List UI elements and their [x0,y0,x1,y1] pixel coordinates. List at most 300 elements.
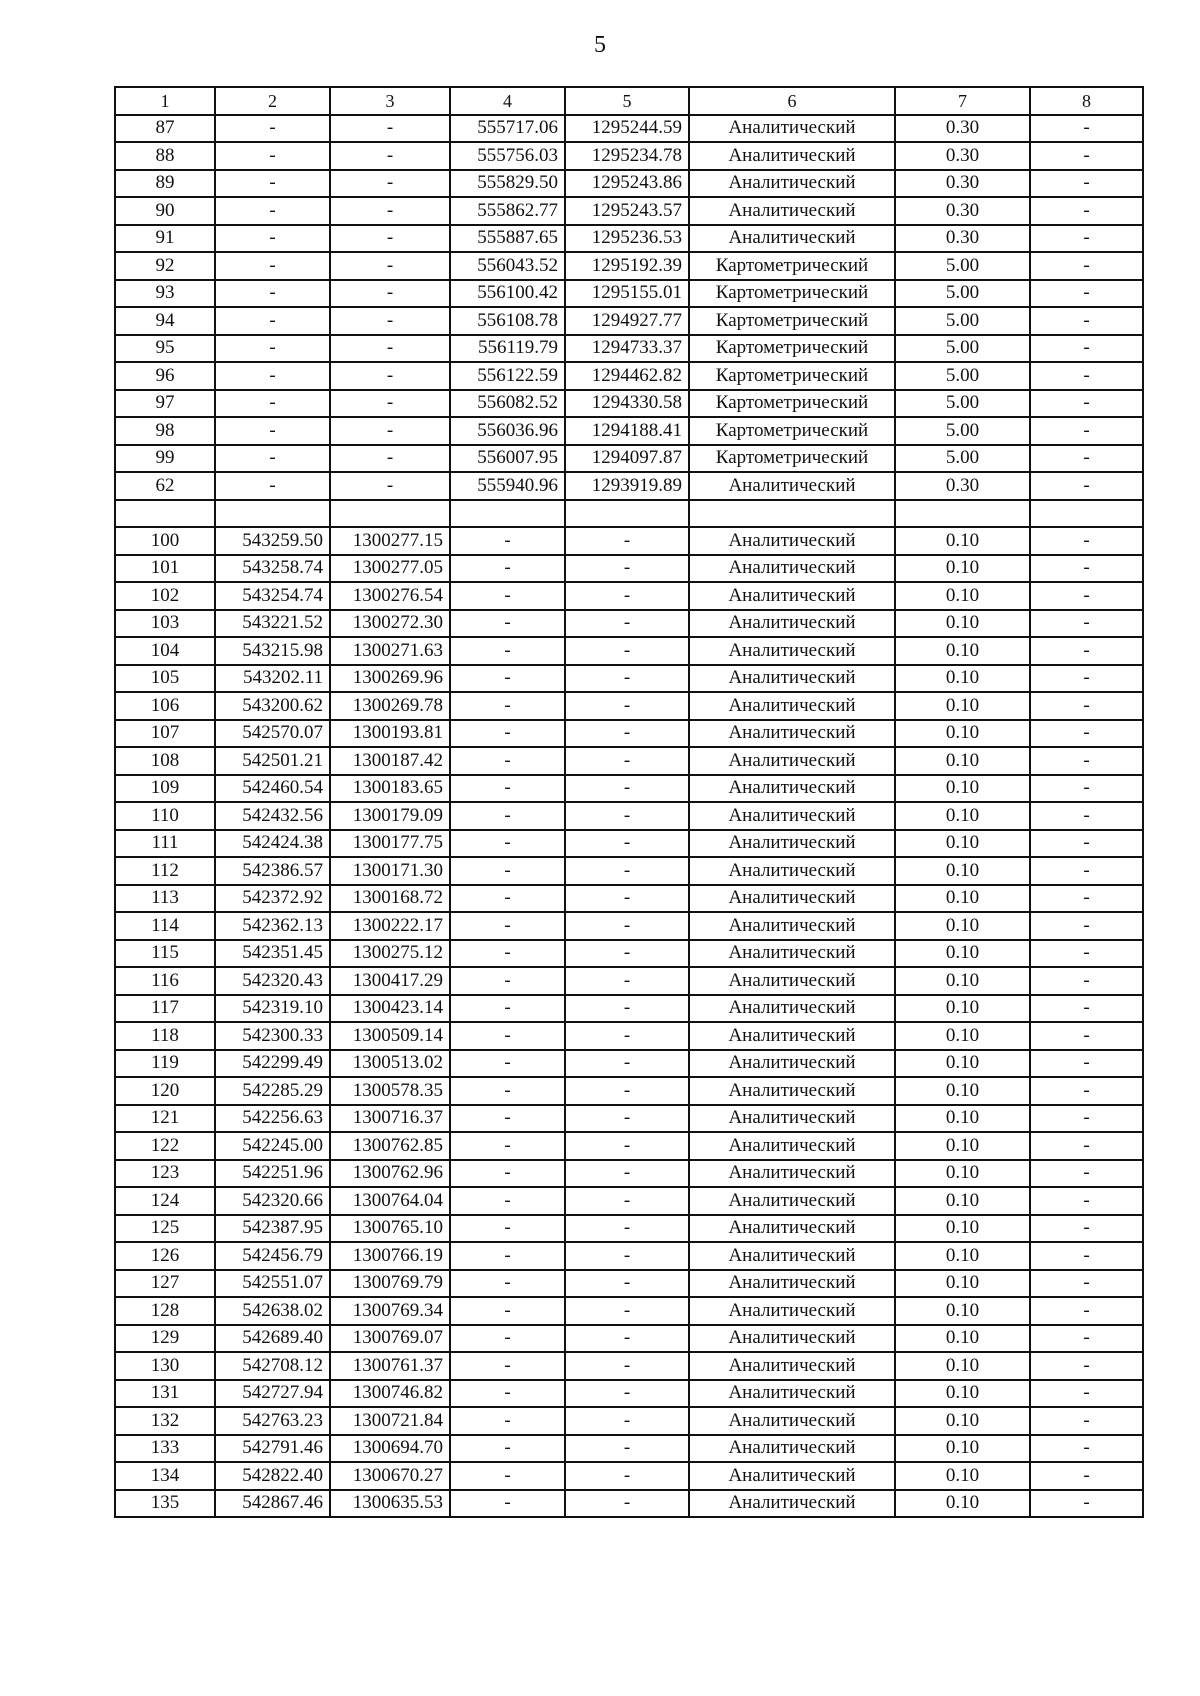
table-cell: 5.00 [895,335,1030,363]
table-row [115,142,1143,170]
table-cell: 1300764.04 [330,1187,450,1215]
table-cell [1030,500,1143,528]
table-cell: - [330,225,450,253]
table-row [115,225,1143,253]
table-cell: 1300765.10 [330,1215,450,1243]
table-cell: 104 [115,637,215,665]
table-cell: - [1030,1490,1143,1518]
table-cell: - [450,857,565,885]
table-row [115,1325,1143,1353]
table-cell: - [215,115,330,143]
table-cell: 1300271.63 [330,637,450,665]
table-cell: 134 [115,1462,215,1490]
table-cell: Аналитический [689,995,895,1023]
table-cell: Аналитический [689,1077,895,1105]
table-cell: - [330,362,450,390]
table-cell: 0.10 [895,610,1030,638]
table-cell: - [450,775,565,803]
table-cell: 5.00 [895,280,1030,308]
table-cell: 5.00 [895,307,1030,335]
table-cell: - [1030,637,1143,665]
table-cell: 543215.98 [215,637,330,665]
table-cell: Аналитический [689,885,895,913]
column-header: 6 [689,87,895,115]
table-row [115,1435,1143,1463]
table-cell: 119 [115,1050,215,1078]
table-cell: 0.30 [895,142,1030,170]
table-cell: - [330,307,450,335]
table-cell: 0.30 [895,472,1030,500]
table-cell: - [1030,170,1143,198]
table-cell: 1300272.30 [330,610,450,638]
table-cell: - [565,1105,689,1133]
table-cell: - [330,417,450,445]
table-cell: 1294733.37 [565,335,689,363]
table-cell: - [565,665,689,693]
table-cell: 89 [115,170,215,198]
table-cell: 117 [115,995,215,1023]
table-cell: Аналитический [689,665,895,693]
table-cell: - [1030,362,1143,390]
table-cell: 542460.54 [215,775,330,803]
table-cell: Аналитический [689,692,895,720]
table-cell: Аналитический [689,720,895,748]
table-cell: 1294330.58 [565,390,689,418]
table-cell: - [565,775,689,803]
table-cell: - [565,1077,689,1105]
table-cell: 542256.63 [215,1105,330,1133]
table-cell: 0.10 [895,1490,1030,1518]
table-cell: Аналитический [689,1407,895,1435]
table-cell: - [565,1380,689,1408]
table-cell: 110 [115,802,215,830]
table-cell: - [215,445,330,473]
table-cell: 542372.92 [215,885,330,913]
table-cell: - [330,170,450,198]
table-cell: 128 [115,1297,215,1325]
table-cell: - [565,1132,689,1160]
table-cell: 1300277.05 [330,555,450,583]
table-cell: - [1030,665,1143,693]
table-cell: - [1030,1242,1143,1270]
table-cell: - [450,555,565,583]
table-cell: 1300168.72 [330,885,450,913]
table-row [115,1215,1143,1243]
table-cell: 1300276.54 [330,582,450,610]
table-cell: 556122.59 [450,362,565,390]
table-cell: - [450,1050,565,1078]
column-header: 4 [450,87,565,115]
table-cell: - [450,582,565,610]
table-cell: Аналитический [689,1490,895,1518]
table-cell: Аналитический [689,555,895,583]
table-cell: 1300635.53 [330,1490,450,1518]
table-cell: - [215,170,330,198]
table-cell: - [215,280,330,308]
table-row [115,1407,1143,1435]
table-cell: 556043.52 [450,252,565,280]
table-cell: 1300721.84 [330,1407,450,1435]
table-cell: - [215,252,330,280]
table-cell: - [565,857,689,885]
column-header: 5 [565,87,689,115]
table-cell: Аналитический [689,472,895,500]
table-cell: - [1030,912,1143,940]
table-cell: - [565,802,689,830]
table-cell: 1300417.29 [330,967,450,995]
table-cell [565,500,689,528]
table-cell: - [565,1270,689,1298]
table-cell: - [1030,610,1143,638]
table-cell: - [1030,197,1143,225]
table-cell: - [1030,417,1143,445]
table-cell: Картометрический [689,362,895,390]
table-cell: 92 [115,252,215,280]
table-cell: Аналитический [689,115,895,143]
table-cell: - [1030,857,1143,885]
table-cell: 87 [115,115,215,143]
table-cell [215,500,330,528]
table-cell: 556036.96 [450,417,565,445]
table-row [115,857,1143,885]
table-cell: Аналитический [689,747,895,775]
table-cell: 106 [115,692,215,720]
table-cell: 556082.52 [450,390,565,418]
table-cell: 112 [115,857,215,885]
table-cell: 0.10 [895,830,1030,858]
table-cell: 1300187.42 [330,747,450,775]
table-cell: 555862.77 [450,197,565,225]
table-cell: Аналитический [689,1380,895,1408]
table-cell: 1300171.30 [330,857,450,885]
table-cell: 0.10 [895,1105,1030,1133]
table-cell: 107 [115,720,215,748]
table-cell: 1300513.02 [330,1050,450,1078]
table-cell: 1295234.78 [565,142,689,170]
table-cell: 1300769.07 [330,1325,450,1353]
table-cell: 0.30 [895,115,1030,143]
table-cell: 542424.38 [215,830,330,858]
table-cell: 542319.10 [215,995,330,1023]
table-row [115,197,1143,225]
table-cell: - [330,197,450,225]
table-cell: 127 [115,1270,215,1298]
table-cell: - [450,747,565,775]
table-cell: Картометрический [689,390,895,418]
table-cell: - [450,1160,565,1188]
table-cell: Аналитический [689,1270,895,1298]
table-cell: - [1030,142,1143,170]
table-cell: 1300509.14 [330,1022,450,1050]
page-number: 5 [594,32,606,58]
table-cell: 1300766.19 [330,1242,450,1270]
table-cell: 1300761.37 [330,1352,450,1380]
table-cell: 1300762.96 [330,1160,450,1188]
table-cell: - [1030,445,1143,473]
table-cell: - [565,1325,689,1353]
table-cell: 99 [115,445,215,473]
table-cell: 543254.74 [215,582,330,610]
table-row [115,1352,1143,1380]
table-cell: Аналитический [689,967,895,995]
table-cell: - [215,362,330,390]
table-cell: - [565,1242,689,1270]
table-cell: - [450,665,565,693]
table-cell: 111 [115,830,215,858]
table-cell: 555887.65 [450,225,565,253]
table-cell: 93 [115,280,215,308]
table-cell: - [450,1187,565,1215]
table-cell: Картометрический [689,307,895,335]
table-cell: 542351.45 [215,940,330,968]
table-cell: 62 [115,472,215,500]
table-cell: 1300269.96 [330,665,450,693]
table-row [115,967,1143,995]
table-cell: - [1030,115,1143,143]
table-cell: 0.10 [895,1187,1030,1215]
table-cell: 556100.42 [450,280,565,308]
table-cell: 1295236.53 [565,225,689,253]
table-cell: Аналитический [689,940,895,968]
table-cell: - [1030,692,1143,720]
table-row [115,1270,1143,1298]
table-cell: 542300.33 [215,1022,330,1050]
table-cell: 1300179.09 [330,802,450,830]
table-cell: - [1030,1270,1143,1298]
table-cell: 1294188.41 [565,417,689,445]
table-cell: 1300423.14 [330,995,450,1023]
table-cell: 543200.62 [215,692,330,720]
table-row [115,115,1143,143]
table-cell: - [1030,527,1143,555]
table-cell: 542320.66 [215,1187,330,1215]
table-cell: - [565,1435,689,1463]
table-cell [689,500,895,528]
table-row [115,940,1143,968]
table-cell: - [1030,940,1143,968]
table-cell: - [1030,582,1143,610]
table-cell: - [1030,1215,1143,1243]
table-cell: - [450,1297,565,1325]
table-cell: 1300177.75 [330,830,450,858]
table-cell: - [330,115,450,143]
table-cell: - [450,1105,565,1133]
table-cell: 103 [115,610,215,638]
table-cell: - [450,1270,565,1298]
table-cell: 0.10 [895,1462,1030,1490]
column-header: 8 [1030,87,1143,115]
table-cell: 123 [115,1160,215,1188]
table-cell: Аналитический [689,1160,895,1188]
table-row [115,1132,1143,1160]
table-row [115,170,1143,198]
table-row [115,912,1143,940]
table-cell: Картометрический [689,252,895,280]
table-row [115,1077,1143,1105]
table-cell: Аналитический [689,637,895,665]
table-cell: Аналитический [689,225,895,253]
table-cell: 1294927.77 [565,307,689,335]
table-cell: 0.10 [895,1242,1030,1270]
table-cell: - [565,1022,689,1050]
table-cell [115,500,215,528]
table-cell: 0.10 [895,665,1030,693]
table-cell: 542387.95 [215,1215,330,1243]
coordinates-table [114,86,1144,1518]
table-cell: 101 [115,555,215,583]
table-cell: - [565,747,689,775]
table-cell: - [1030,1160,1143,1188]
table-cell: - [215,335,330,363]
table-cell: - [565,967,689,995]
table-cell: 542320.43 [215,967,330,995]
table-cell: 0.10 [895,527,1030,555]
table-cell: 109 [115,775,215,803]
table-cell: 555717.06 [450,115,565,143]
table-cell: 0.10 [895,1050,1030,1078]
table-cell: - [1030,1297,1143,1325]
table-row [115,995,1143,1023]
table-cell: 0.10 [895,1325,1030,1353]
table-cell: 556007.95 [450,445,565,473]
table-cell: - [330,280,450,308]
table-cell: 129 [115,1325,215,1353]
table-row [115,472,1143,500]
table-cell: 1294462.82 [565,362,689,390]
table-cell: 543258.74 [215,555,330,583]
table-row [115,1187,1143,1215]
table-cell: 5.00 [895,362,1030,390]
table-cell: 0.10 [895,692,1030,720]
table-cell: - [565,1187,689,1215]
table-cell: 542551.07 [215,1270,330,1298]
table-row [115,1297,1143,1325]
table-cell: - [1030,1105,1143,1133]
column-header: 7 [895,87,1030,115]
table-cell: 542638.02 [215,1297,330,1325]
table-cell [450,500,565,528]
table-cell [330,500,450,528]
table-cell: 1294097.87 [565,445,689,473]
table-cell: 0.10 [895,1352,1030,1380]
table-cell: - [450,1077,565,1105]
table-row [115,830,1143,858]
table-cell: 108 [115,747,215,775]
table-cell: 556108.78 [450,307,565,335]
table-cell: 1300193.81 [330,720,450,748]
table-cell: 1300670.27 [330,1462,450,1490]
table-header-row [115,87,1143,115]
table-row [115,390,1143,418]
table-row [115,1490,1143,1518]
table-row [115,692,1143,720]
table-cell: 1300222.17 [330,912,450,940]
table-cell: - [1030,280,1143,308]
table-cell: 122 [115,1132,215,1160]
table-row [115,1022,1143,1050]
table-cell: 5.00 [895,445,1030,473]
table-cell: 121 [115,1105,215,1133]
table-cell: - [1030,1132,1143,1160]
table-cell: - [565,637,689,665]
table-cell: - [1030,1022,1143,1050]
table-cell: 1295155.01 [565,280,689,308]
table-row [115,637,1143,665]
table-cell: 543202.11 [215,665,330,693]
table-cell: - [450,1462,565,1490]
table-cell: 1300746.82 [330,1380,450,1408]
table-cell: Аналитический [689,1325,895,1353]
table-cell: - [450,1380,565,1408]
table-cell: 131 [115,1380,215,1408]
table-cell: 1300762.85 [330,1132,450,1160]
table-cell: - [1030,1050,1143,1078]
table-cell: 1300769.34 [330,1297,450,1325]
table-cell: Аналитический [689,912,895,940]
table-cell: - [565,527,689,555]
table-cell: 96 [115,362,215,390]
table-cell: - [450,637,565,665]
table-cell: - [450,610,565,638]
table-cell: 0.10 [895,995,1030,1023]
table-cell: 1300183.65 [330,775,450,803]
table-row [115,335,1143,363]
table-cell: Аналитический [689,1105,895,1133]
table-cell: 0.10 [895,747,1030,775]
table-cell: Картометрический [689,335,895,363]
table-cell: 0.10 [895,1380,1030,1408]
table-cell: - [1030,802,1143,830]
table-cell: 555829.50 [450,170,565,198]
table-cell: - [565,1352,689,1380]
table-cell: - [215,197,330,225]
table-cell: - [330,252,450,280]
table-cell: 102 [115,582,215,610]
table-cell: 1295244.59 [565,115,689,143]
table-cell: 542763.23 [215,1407,330,1435]
table-row [115,802,1143,830]
table-cell: 133 [115,1435,215,1463]
table-cell: Картометрический [689,417,895,445]
table-cell: 124 [115,1187,215,1215]
table-cell: 1300277.15 [330,527,450,555]
table-cell: - [450,830,565,858]
table-cell: 95 [115,335,215,363]
table-cell: 543259.50 [215,527,330,555]
table-cell: - [450,995,565,1023]
table-cell: - [565,940,689,968]
table-cell: 542689.40 [215,1325,330,1353]
table-cell: 555756.03 [450,142,565,170]
table-row [115,362,1143,390]
table-cell: 105 [115,665,215,693]
table-cell: - [565,995,689,1023]
table-cell: - [450,1435,565,1463]
table-cell: 0.30 [895,170,1030,198]
table-cell: - [1030,225,1143,253]
table-cell: - [565,582,689,610]
table-cell: - [450,1325,565,1353]
table-cell [895,500,1030,528]
table-cell: - [330,335,450,363]
table-cell: Картометрический [689,280,895,308]
table-cell: 0.10 [895,857,1030,885]
table-cell: - [215,390,330,418]
table-cell: - [1030,1077,1143,1105]
table-cell: 98 [115,417,215,445]
table-cell: - [565,555,689,583]
table-cell: 0.10 [895,912,1030,940]
